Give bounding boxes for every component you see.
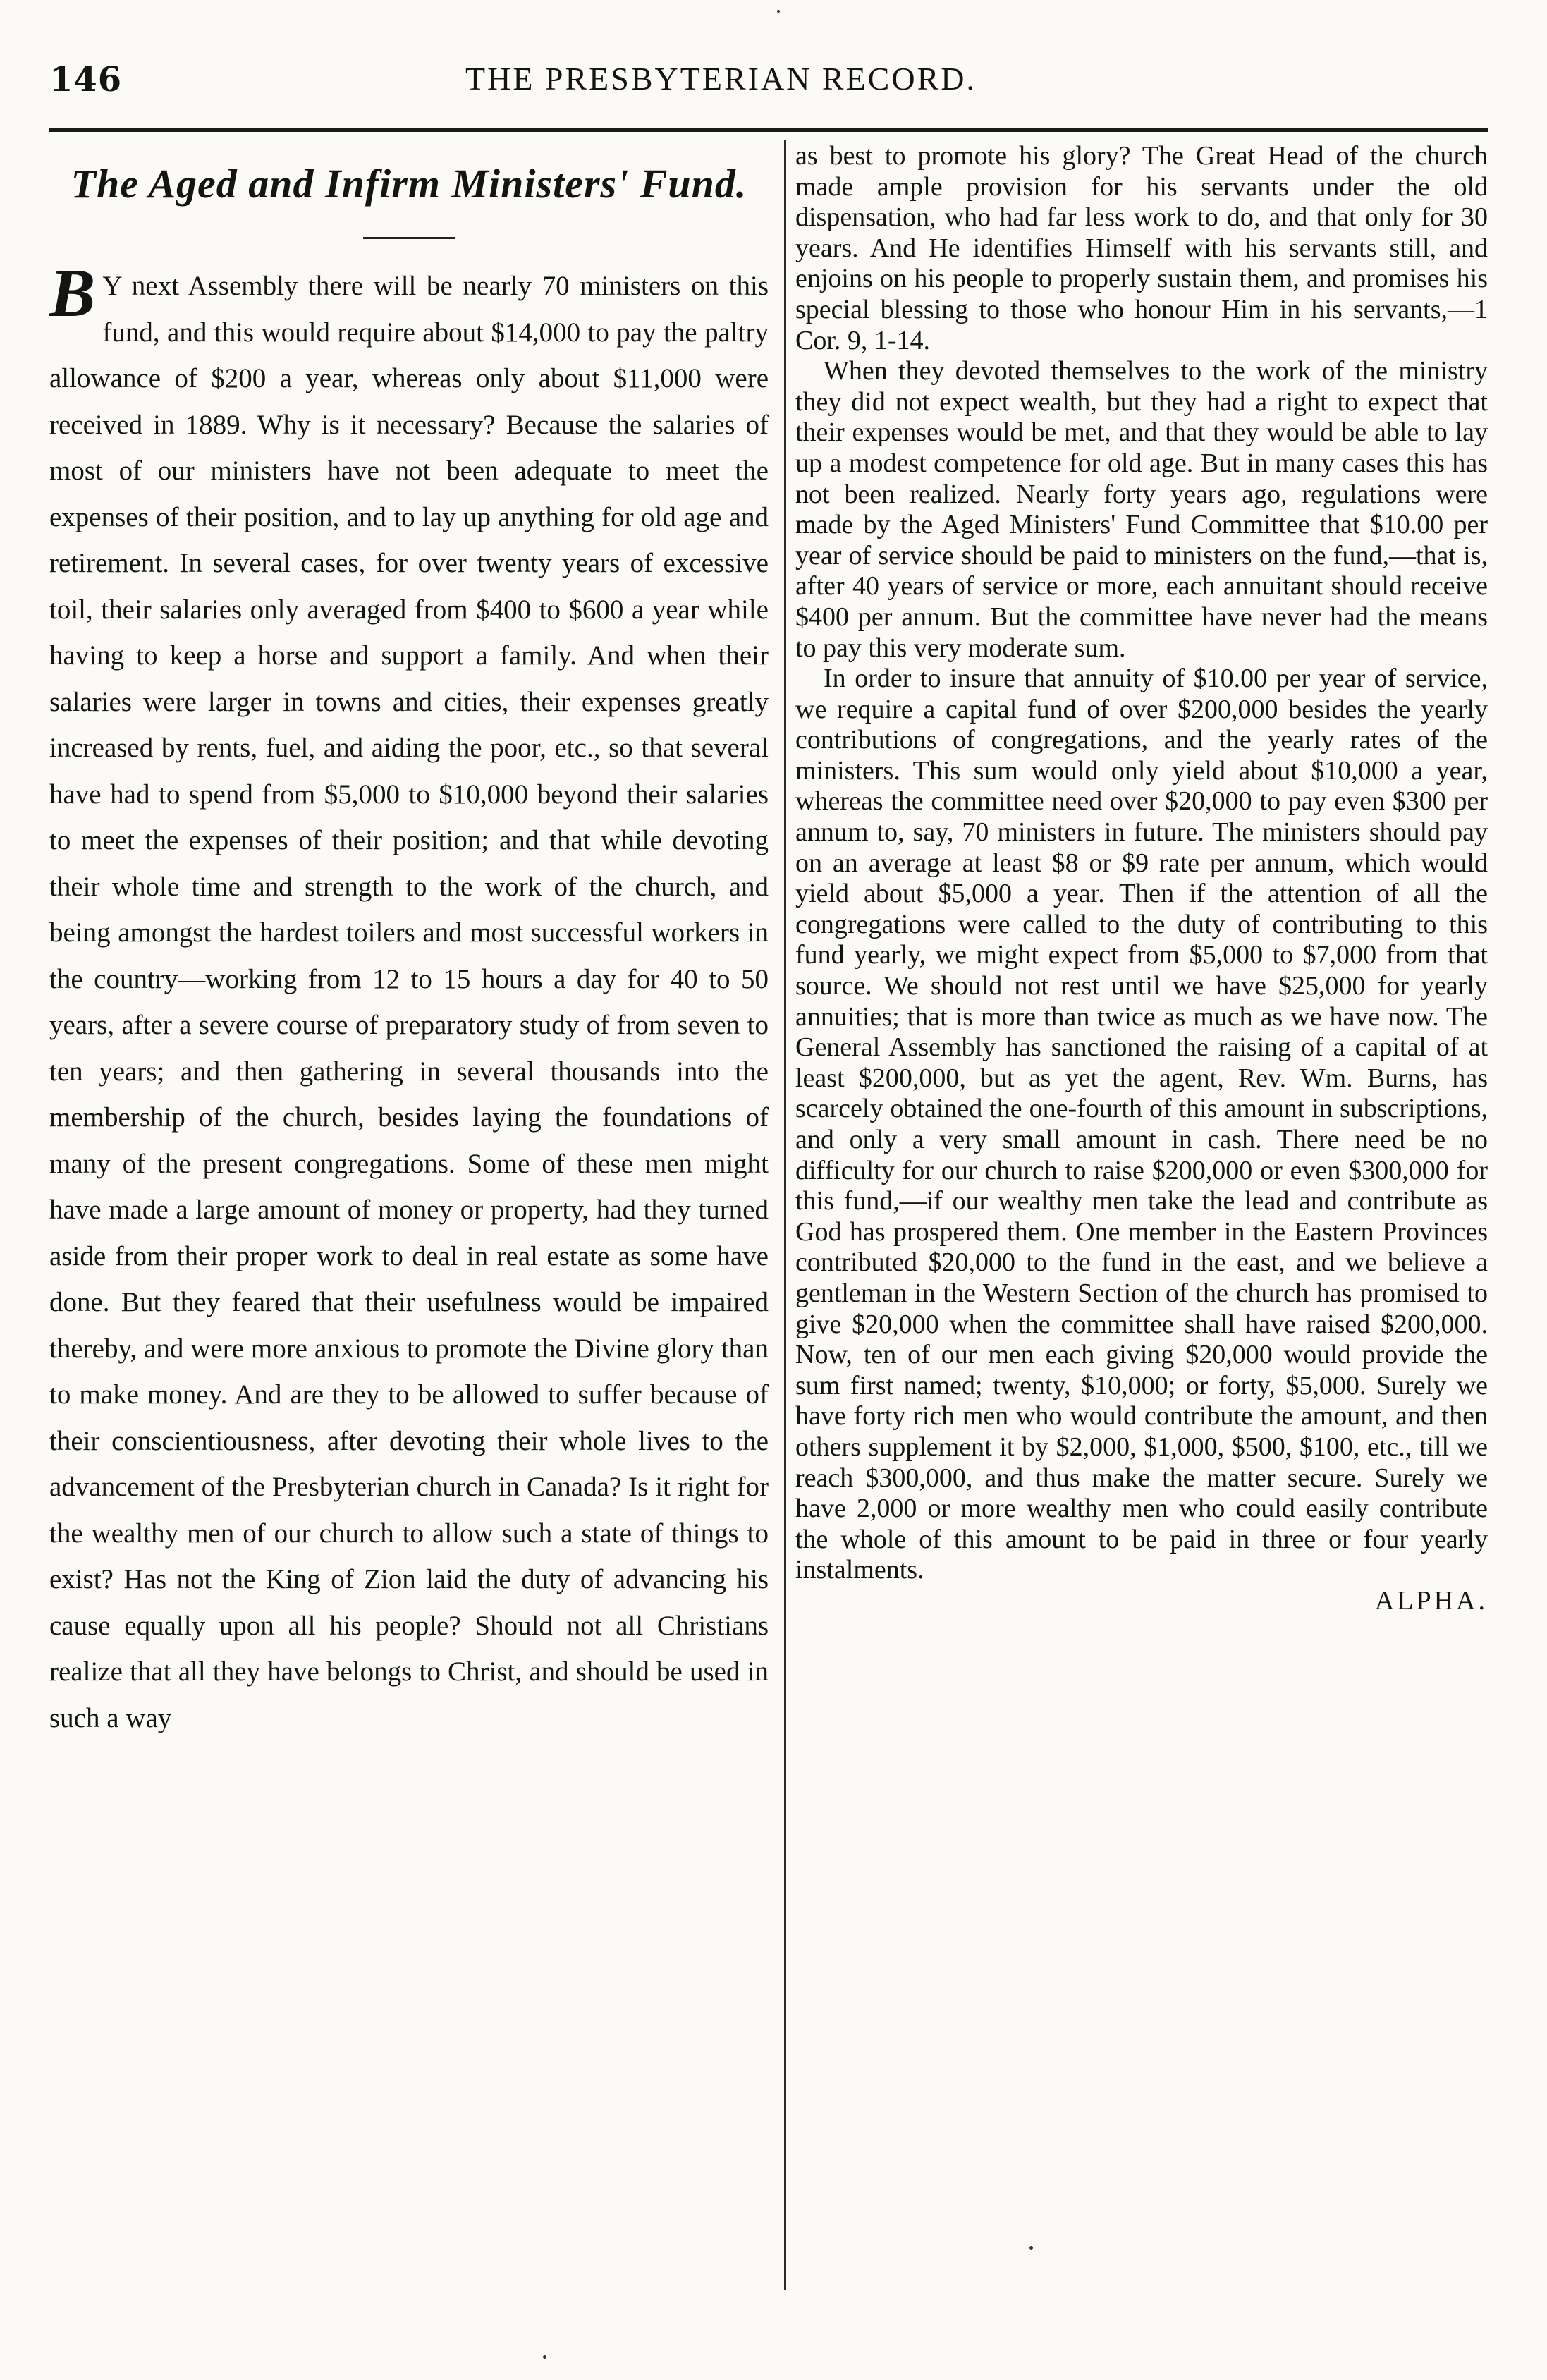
print-speck [777, 10, 780, 13]
title-rule [363, 237, 455, 239]
right-paragraph-3: In order to insure that annuity of $10.00 per year of service, we require a capital fund of over $200,000 besides the yearly contributions of congregations, and the yearly rates of the ministers. This sum would only yield about $10,000 a year, whereas the committee need over $20,000 to pay even $300 per annum to, say, 70 ministers in future. The ministers should pay on an average at least $8 or $9 rate per annum, which would yield about $5,000 a year. Then if the attention of all the congregations were called to the duty of contributing to this fund yearly, we might expect from $5,000 to $7,000 from that source. We should not rest until we have $25,000 for yearly annuities; that is more than twice as much as we have now. The General Assembly has sanctioned the raising of a capital of at least $200,000, but as yet the agent, Rev. Wm. Burns, has scarcely obtained the one-fourth of this amount in subscriptions, and only a very small amount in cash. There need be no difficulty for our church to raise $200,000 or even $300,000 for this fund,—if our wealthy men take the lead and contribute as God has prospered them. One member in the Eastern Provinces contributed $20,000 to the fund in the east, and we believe a gentleman in the Western Section of the church has promised to give $20,000 when the committee shall have raised $200,000. Now, ten of our men each giving $20,000 would provide the sum first named; twenty, $10,000; or forty, $5,000. Surely we have forty rich men who would contribute the amount, and then others supplement it by $2,000, $1,000, $500, $100, etc., till we reach $300,000, and thus make the matter secure. Surely we have 2,000 or more wealthy men who could easily contribute the whole of this amount to be paid in three or four yearly instalments. [795, 664, 1488, 1585]
running-head: THE PRESBYTERIAN RECORD. [465, 61, 977, 97]
signature: ALPHA. [1374, 1585, 1488, 1616]
right-paragraph-1: as best to promote his glory? The Great Head of the church made ample provision for his servants under the old dispensation, who had far less work to do, and that only for 30 years. And He identifies Himself with his servants still, and enjoins on his people to properly sustain them, and promises his special blessing to those who honour Him in his servants,—1 Cor. 9, 1-14. [795, 141, 1488, 355]
left-paragraph [49, 255, 769, 1741]
header-rule [49, 128, 1488, 132]
page-header [49, 60, 1488, 102]
left-paragraph-text: Y next Assembly there will be nearly 70 ministers on this fund, and this would require about $14,000 to pay the paltry allowance of $200 a year, whereas only about $11,000 were received in 1889. Why is it necessary? Because the salaries of most of our ministers have not been adequate to meet the expenses of their position, and to lay up anything for old age and retirement. In several cases, for over twenty years of excessive toil, their salaries only averaged from $400 to $600 a year while having to keep a horse and support a family. And when their salaries were larger in towns and cities, their expenses greatly increased by rents, fuel, and aiding the poor, etc., so that several have had to spend from $5,000 to $10,000 beyond their salaries to meet the expenses of their position; and that while devoting their whole time and strength to the work of the church, and being amongst the hardest toilers and most successful workers in the country—working from 12 to 15 hours a day for 40 to 50 years, after a severe course of preparatory study of from seven to ten years; and then gathering in several thousands into the membership of the church, besides laying the foundations of many of the present congregations. Some of these men might have made a large amount of money or property, had they turned aside from their proper work to deal in real estate as some have done. But they feared that their usefulness would be impaired thereby, and were more anxious to promote the Divine glory than to make money. And are they to be allowed to suffer because of their conscientiousness, after devoting their whole lives to the advancement of the Presbyterian church in Canada? Is it right for the wealthy men of our church to allow such a state of things to exist? Has not the King of Zion laid the duty of advancing his cause equally upon all his people? Should not all Christians realize that all they have belongs to Christ, and should be used in such a way [49, 271, 769, 1733]
right-paragraph-2: When they devoted themselves to the work of the ministry they did not expect wealth, but they had a right to expect that their expenses would be met, and that they would be able to lay up a modest competence for old age. But in many cases this has not been realized. Nearly forty years ago, regulations were made by the Aged Ministers' Fund Committee that $10.00 per year of service should be paid to ministers on the fund,—that is, after 40 years of service or more, each annuitant should receive $400 per annum. But the committee have never had the means to pay this very moderate sum. [795, 356, 1488, 663]
article-title: The Aged and Infirm Ministers' Fund. [71, 161, 747, 207]
column-divider [784, 140, 786, 2290]
left-column [49, 141, 769, 1741]
right-column [795, 141, 1488, 1617]
page-number: 146 [49, 60, 123, 99]
print-speck [1029, 2246, 1033, 2250]
print-speck [543, 2355, 546, 2359]
drop-cap: B [49, 255, 96, 331]
